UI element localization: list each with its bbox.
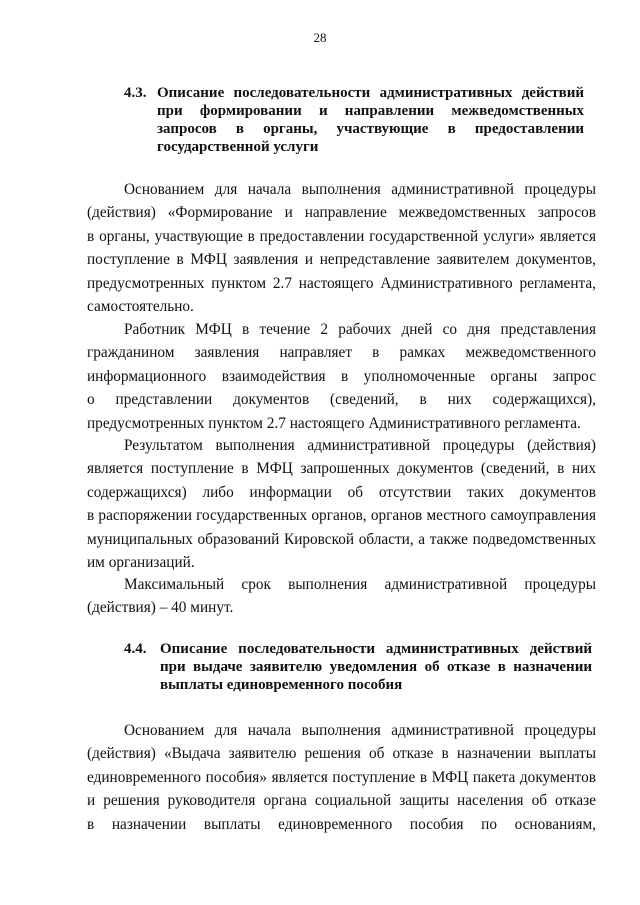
paragraph-line: предусмотренных пунктом 2.7 настоящего Административного регламента. [87,414,581,432]
paragraph-line: единовременного пособия» является поступление в МФЦ пакета документов [87,768,596,786]
paragraph-line: (действия) «Выдача заявителю решения об отказе в назначении выплаты [87,745,596,763]
page-number: 28 [313,30,327,45]
paragraph-line: и решения руководителя органа социальной защиты населения об отказе [87,792,596,810]
paragraph-line: о представлении документов (сведений, в них содержащихся), [87,391,596,409]
section-4-4-heading [124,640,592,694]
heading-line: государственной услуги [157,139,319,155]
paragraph [87,318,596,435]
paragraph [87,573,596,620]
heading-line: запросов в органы, участвующие в предоставлении [157,121,584,137]
paragraph-line: в органы, участвующие в предоставлении государственной услуги» является [87,227,596,245]
heading-line: выплаты единовременного пособия [160,677,403,693]
paragraph-line: Основанием для начала выполнения административной процедуры [124,722,596,739]
heading-line: Описание последовательности административных действий [157,85,584,101]
heading-line: при выдаче заявителю уведомления об отказе в назначении [160,659,592,675]
paragraph-line: им организаций. [87,554,195,572]
paragraph-line: информационного взаимодействия в уполномоченные органы запрос [87,367,596,385]
paragraph-line: Результатом выполнения административной процедуры (действия) [124,437,596,454]
paragraph-line: Максимальный срок выполнения административной процедуры [124,576,596,593]
paragraph-line: является поступление в МФЦ запрошенных документов (сведений, в них [87,460,596,478]
paragraph [87,719,596,836]
paragraph-line: Работник МФЦ в течение 2 рабочих дней со дня представления [124,321,596,338]
paragraph-line: поступление в МФЦ заявления и непредставление заявителем документов, [87,251,596,269]
paragraph-line: в назначении выплаты единовременного пособия по основаниям, [87,815,596,833]
paragraph-line: предусмотренных пунктом 2.7 настоящего Административного регламента, [87,274,596,292]
paragraph-line: гражданином заявления направляет в рамках межведомственного [87,344,596,362]
paragraph [87,178,596,318]
paragraph-line: муниципальных образований Кировской области, а также подведомственных [87,530,596,548]
section-number: 4.3. [124,85,147,101]
paragraph-line: в распоряжении государственных органов, органов местного самоуправления [87,507,596,525]
section-4-3-heading [124,84,584,156]
paragraph-line: Основанием для начала выполнения административной процедуры [124,181,596,198]
paragraph-line: содержащихся) либо информации об отсутствии таких документов [87,483,596,501]
paragraph-line: (действия) «Формирование и направление межведомственных запросов [87,204,596,222]
paragraph [87,434,596,574]
paragraph-line: самостоятельно. [87,298,194,316]
heading-line: при формировании и направлении межведомственных [157,103,584,119]
heading-line: Описание последовательности административных действий [160,641,592,657]
paragraph-line: (действия) – 40 минут. [87,599,234,617]
section-number: 4.4. [124,641,147,657]
